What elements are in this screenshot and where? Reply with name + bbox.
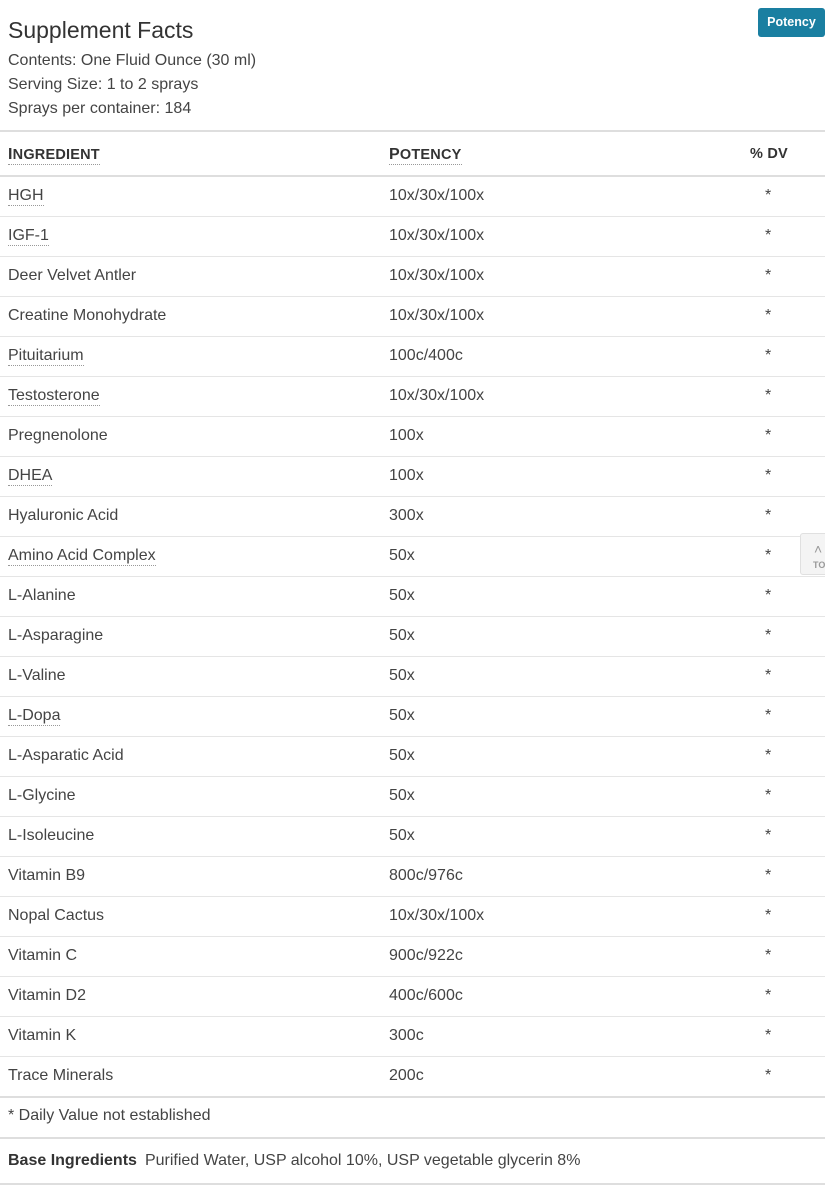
potency-value: 10x/30x/100x bbox=[389, 187, 485, 204]
footnote-rule bbox=[0, 1137, 825, 1139]
ingredient-column-header[interactable]: INGREDIENT bbox=[8, 146, 100, 163]
potency-value: 100c/400c bbox=[389, 347, 463, 364]
potency-value: 10x/30x/100x bbox=[389, 227, 485, 244]
potency-value: 50x bbox=[389, 787, 415, 804]
ingredient-name[interactable]: DHEA bbox=[8, 467, 53, 484]
potency-badge-button[interactable]: Potency bbox=[758, 8, 825, 37]
daily-value: * bbox=[765, 467, 772, 484]
daily-value: * bbox=[765, 547, 772, 564]
daily-value: * bbox=[765, 947, 772, 964]
potency-value: 50x bbox=[389, 547, 415, 564]
daily-value: * bbox=[765, 227, 772, 244]
daily-value: * bbox=[765, 987, 772, 1004]
potency-value: 50x bbox=[389, 627, 415, 644]
table-row bbox=[0, 777, 825, 817]
ingredient-name: L-Valine bbox=[8, 667, 66, 684]
ingredient-name: Pregnenolone bbox=[8, 427, 108, 444]
table-row bbox=[0, 257, 825, 297]
back-to-top-button[interactable] bbox=[800, 533, 825, 575]
potency-value: 300c bbox=[389, 1027, 424, 1044]
daily-value: * bbox=[765, 667, 772, 684]
table-row bbox=[0, 417, 825, 457]
ingredient-name[interactable]: L-Dopa bbox=[8, 707, 61, 724]
daily-value: * bbox=[765, 747, 772, 764]
table-header bbox=[8, 146, 825, 166]
supplement-title: Supplement Facts bbox=[8, 17, 194, 43]
ingredient-name[interactable]: Amino Acid Complex bbox=[8, 547, 156, 564]
table-row bbox=[0, 1057, 825, 1097]
potency-value: 100x bbox=[389, 467, 424, 484]
base-ingredients bbox=[8, 1152, 580, 1170]
dv-column-header: % DV bbox=[750, 146, 788, 162]
daily-value: * bbox=[765, 707, 772, 724]
ingredient-name: L-Asparatic Acid bbox=[8, 747, 124, 764]
daily-value: * bbox=[765, 427, 772, 444]
potency-value: 10x/30x/100x bbox=[389, 387, 485, 404]
potency-value: 50x bbox=[389, 747, 415, 764]
daily-value: * bbox=[765, 347, 772, 364]
ingredient-name: Vitamin K bbox=[8, 1027, 77, 1044]
table-row bbox=[0, 817, 825, 857]
table-bottom-rule bbox=[0, 1096, 825, 1098]
ingredient-name: Creatine Monohydrate bbox=[8, 307, 167, 324]
ingredient-name[interactable]: Testosterone bbox=[8, 387, 100, 404]
ingredient-name: Deer Velvet Antler bbox=[8, 267, 137, 284]
potency-value: 200c bbox=[389, 1067, 424, 1084]
potency-value: 800c/976c bbox=[389, 867, 463, 884]
potency-value: 50x bbox=[389, 827, 415, 844]
potency-value: 300x bbox=[389, 507, 424, 524]
daily-value: * bbox=[765, 587, 772, 604]
back-to-top-label: TO bbox=[813, 560, 825, 570]
daily-value: * bbox=[765, 907, 772, 924]
table-row bbox=[0, 857, 825, 897]
table-row bbox=[0, 1017, 825, 1057]
table-row bbox=[0, 497, 825, 537]
potency-value: 10x/30x/100x bbox=[389, 267, 485, 284]
ingredient-name: Vitamin D2 bbox=[8, 987, 86, 1004]
ingredient-name: Vitamin C bbox=[8, 947, 78, 964]
daily-value: * bbox=[765, 387, 772, 404]
daily-value: * bbox=[765, 307, 772, 324]
ingredient-name: Hyaluronic Acid bbox=[8, 507, 119, 524]
base-ingredients-label: Base Ingredients bbox=[8, 1152, 137, 1169]
serving-size-text: Serving Size: 1 to 2 sprays bbox=[8, 76, 199, 93]
ingredient-name: Vitamin B9 bbox=[8, 867, 86, 884]
potency-value: 50x bbox=[389, 587, 415, 604]
ingredient-name[interactable]: HGH bbox=[8, 187, 44, 204]
potency-value: 50x bbox=[389, 667, 415, 684]
table-row bbox=[0, 617, 825, 657]
potency-value: 50x bbox=[389, 707, 415, 724]
daily-value: * bbox=[765, 827, 772, 844]
table-row bbox=[0, 537, 825, 577]
daily-value: * bbox=[765, 627, 772, 644]
table-row bbox=[0, 297, 825, 337]
table-row bbox=[0, 377, 825, 417]
table-row bbox=[0, 737, 825, 777]
ingredient-name[interactable]: Pituitarium bbox=[8, 347, 84, 364]
table-row bbox=[0, 937, 825, 977]
sprays-per-container-text: Sprays per container: 184 bbox=[8, 100, 192, 117]
potency-value: 10x/30x/100x bbox=[389, 307, 485, 324]
daily-value: * bbox=[765, 787, 772, 804]
base-ingredients-value: Purified Water, USP alcohol 10%, USP vegetable glycerin 8% bbox=[144, 1152, 581, 1169]
potency-value: 900c/922c bbox=[389, 947, 463, 964]
ingredient-name: L-Asparagine bbox=[8, 627, 104, 644]
potency-column-header[interactable]: POTENCY bbox=[389, 146, 462, 163]
chevron-up-icon: ˄ bbox=[814, 541, 823, 557]
ingredient-name: Trace Minerals bbox=[8, 1067, 114, 1084]
daily-value: * bbox=[765, 267, 772, 284]
daily-value: * bbox=[765, 187, 772, 204]
potency-value: 10x/30x/100x bbox=[389, 907, 485, 924]
table-row bbox=[0, 217, 825, 257]
potency-value: 100x bbox=[389, 427, 424, 444]
ingredient-name: L-Isoleucine bbox=[8, 827, 95, 844]
daily-value: * bbox=[765, 1067, 772, 1084]
header-top-rule bbox=[0, 130, 825, 132]
table-row bbox=[0, 697, 825, 737]
daily-value: * bbox=[765, 507, 772, 524]
potency-value: 400c/600c bbox=[389, 987, 463, 1004]
daily-value: * bbox=[765, 867, 772, 884]
daily-value: * bbox=[765, 1027, 772, 1044]
ingredient-name[interactable]: IGF-1 bbox=[8, 227, 49, 244]
ingredient-name: Nopal Cactus bbox=[8, 907, 105, 924]
table-row bbox=[0, 457, 825, 497]
table-row bbox=[0, 177, 825, 217]
daily-value-footnote: * Daily Value not established bbox=[8, 1107, 211, 1124]
table-row bbox=[0, 657, 825, 697]
table-row bbox=[0, 897, 825, 937]
table-row bbox=[0, 577, 825, 617]
ingredient-name: L-Alanine bbox=[8, 587, 76, 604]
contents-text: Contents: One Fluid Ounce (30 ml) bbox=[8, 52, 257, 69]
ingredient-name: L-Glycine bbox=[8, 787, 76, 804]
table-row bbox=[0, 337, 825, 377]
table-row bbox=[0, 977, 825, 1017]
